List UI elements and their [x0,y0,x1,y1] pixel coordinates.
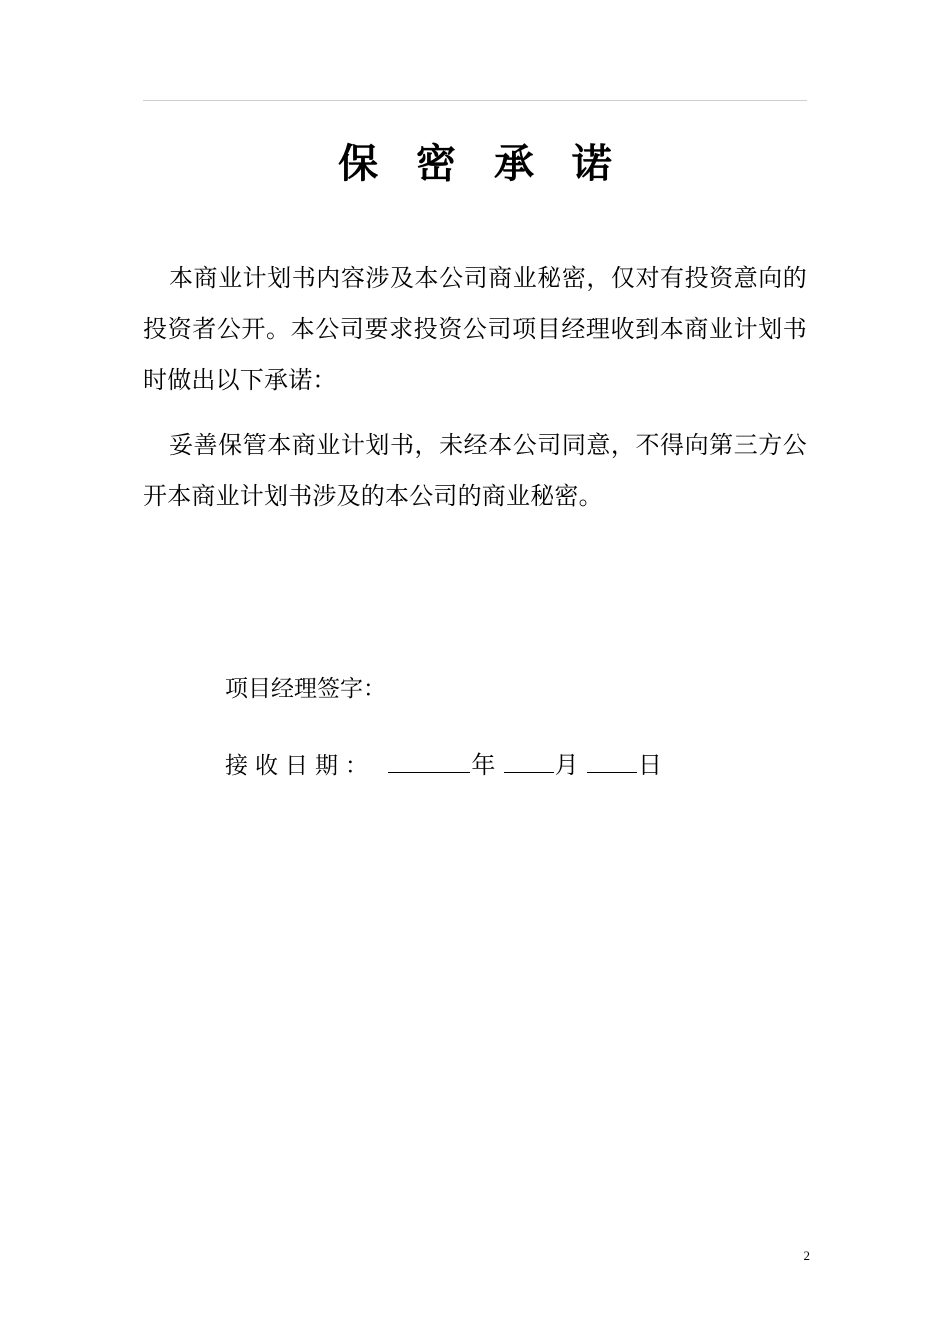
day-unit: 日 [637,751,662,779]
page-number: 2 [803,1248,810,1263]
day-blank[interactable] [587,748,637,773]
year-unit: 年 [471,751,496,779]
receipt-date-line [225,748,662,783]
commitment-paragraph: 妥善保管本商业计划书，未经本公司同意，不得向第三方公开本商业计划书涉及的本公司的商业秘密。 [143,431,807,510]
month-unit: 月 [554,751,579,779]
confidentiality-paragraph: 本商业计划书内容涉及本公司商业秘密，仅对有投资意向的投资者公开。本公司要求投资公司项目经理收到本商业计划书时做出以下承诺： [143,264,807,394]
signature-line [225,672,386,706]
receipt-date-label: 接收日期： [225,753,375,779]
header-rule [143,100,807,101]
year-blank[interactable] [388,748,470,773]
signature-label: 项目经理签字： [225,676,386,702]
document-title: 保 密 承 诺 [338,141,624,187]
month-blank[interactable] [504,748,554,773]
